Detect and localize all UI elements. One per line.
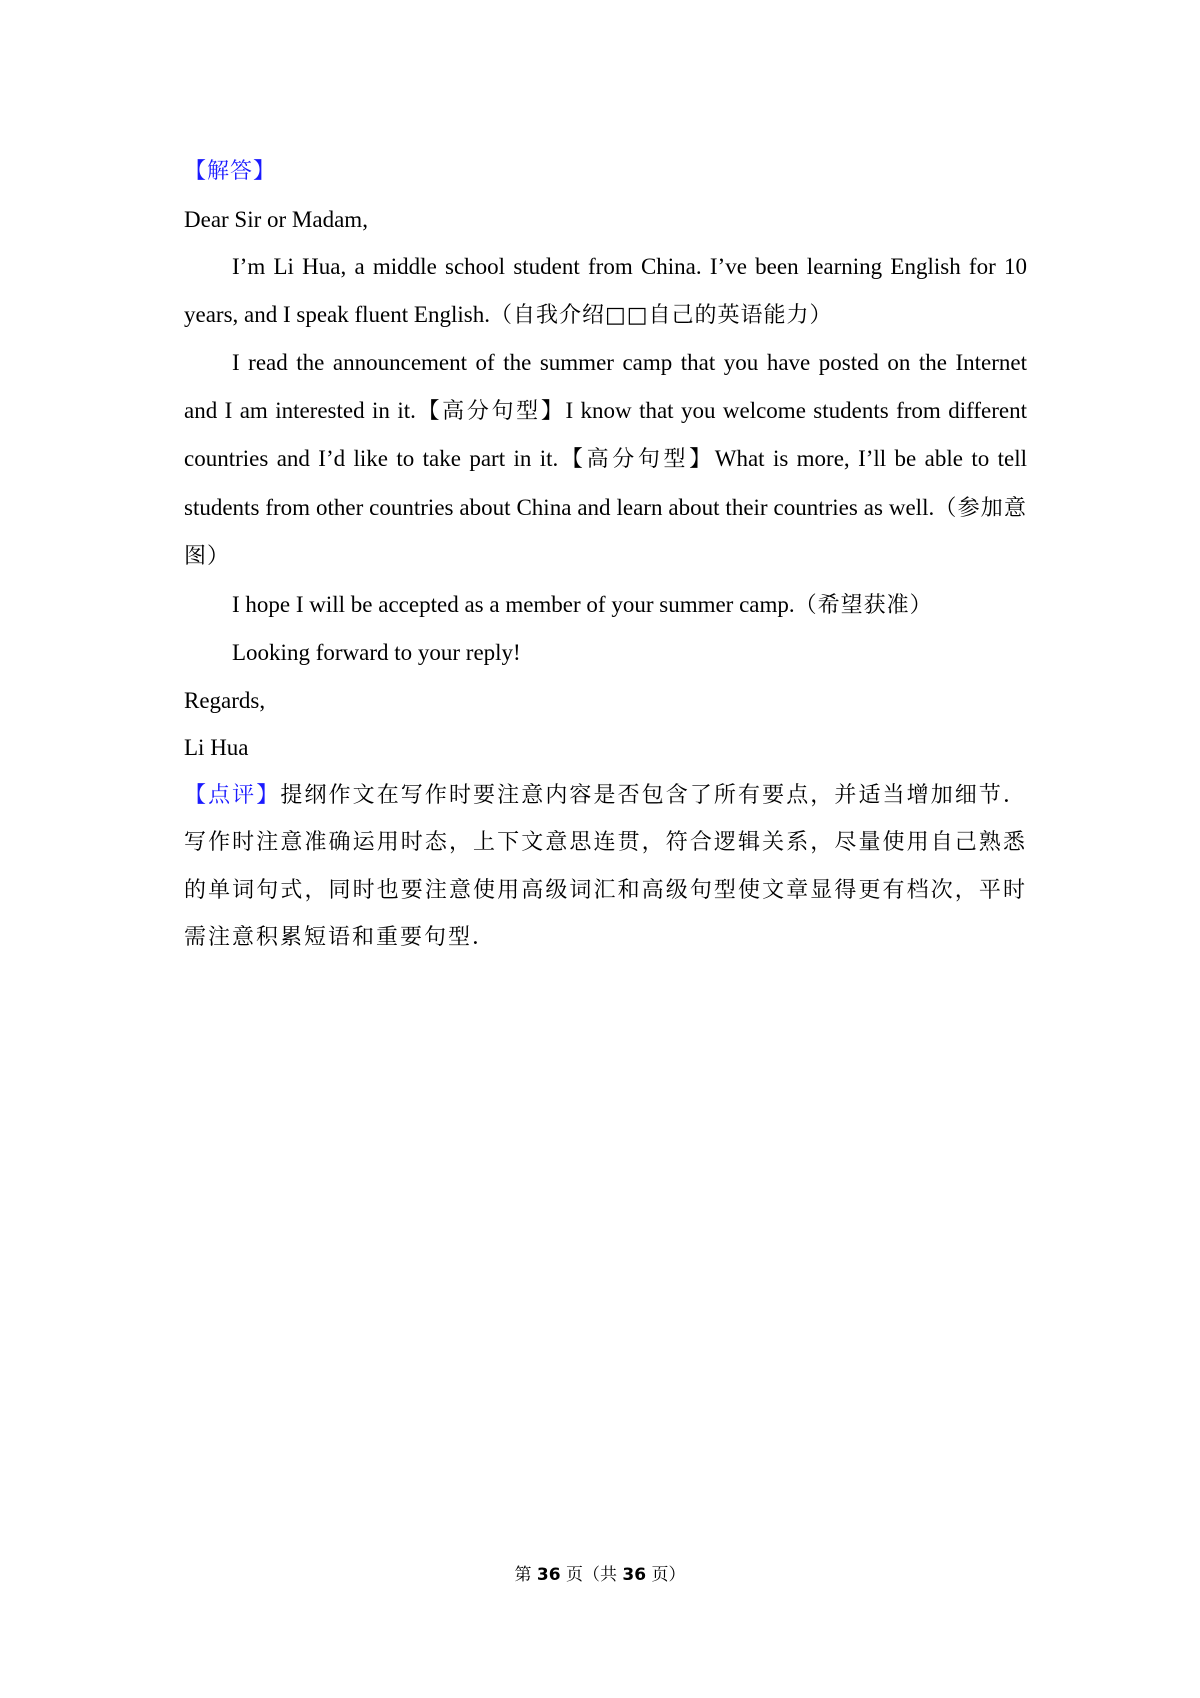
footer-suffix: 页） (651, 1565, 686, 1585)
paragraph-text: I know that you welcome students from different countries and I’d like to take part in it. (184, 397, 1027, 471)
answer-heading: 【解答】 (184, 159, 277, 184)
letter-paragraph-intro (184, 243, 1027, 339)
high-score-tag: 【高分句型】 (558, 447, 715, 472)
footer-prefix: 第 (514, 1565, 532, 1585)
paragraph-text: I hope I will be accepted as a member of your summer camp. (232, 591, 795, 617)
letter-signature: Li Hua (184, 735, 249, 760)
high-score-tag: 【高分句型】 (415, 398, 566, 424)
comment-text: 提纲作文在写作时要注意内容是否包含了所有要点，并适当增加细节．写作时注意准确运用时态，上下文意思连贯，符合逻辑关系，尽量使用自己熟悉的单词句式，同时也要注意使用高级词汇和高级句型使文章显得更有档次，平时需注意积累短语和重要句型． (184, 782, 1027, 950)
paragraph-text: What is more, I’ll be able to tell students from other countries about China and learn about their countries as well. (184, 446, 1027, 520)
total-pages: 36 (622, 1565, 647, 1585)
paragraph-note: （自我介绍□□自己的英语能力） (489, 302, 833, 328)
paragraph-text: I read the announcement of the summer camp that you have posted on the Internet and I am interested in it. (184, 350, 1027, 423)
letter-closing: Regards, (184, 687, 266, 713)
page-footer (0, 1560, 1200, 1585)
letter-salutation: Dear Sir or Madam, (184, 206, 368, 232)
letter-paragraph-body (184, 339, 1027, 581)
paragraph-text: Looking forward to your reply! (232, 640, 521, 665)
page-number: 36 (536, 1565, 561, 1585)
paragraph-note: （希望获准） (794, 592, 933, 618)
comment-label: 【点评】 (184, 782, 281, 808)
letter-paragraph-hope (184, 581, 1027, 630)
letter-paragraph-closing-line (184, 629, 1027, 677)
paragraph-text: I’m Li Hua, a middle school student from China. I’ve been learning English for 10 years, and I speak fluent English. (184, 254, 1027, 327)
answer-section (184, 148, 1027, 962)
paragraph-note: （参加意图） (184, 495, 1027, 569)
comment-section (184, 772, 1027, 962)
footer-middle: 页（共 (566, 1565, 617, 1585)
